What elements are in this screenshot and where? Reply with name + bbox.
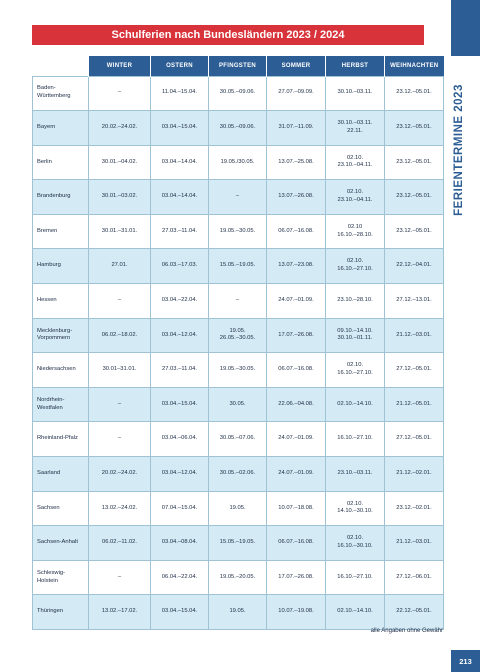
header-sommer: SOMMER xyxy=(267,56,326,76)
herbst-cell: 02.10. 16.10.–27.10. xyxy=(326,249,385,284)
ostern-cell: 03.04.–15.04. xyxy=(151,387,209,422)
state-name-cell: Sachsen xyxy=(33,491,89,526)
winter-cell: 20.02.–24.02. xyxy=(89,457,151,492)
winter-cell: 06.02.–11.02. xyxy=(89,526,151,561)
header-corner xyxy=(33,56,89,76)
pfingsten-cell: – xyxy=(209,180,267,215)
table-row xyxy=(33,353,444,388)
ostern-cell: 03.04.–22.04. xyxy=(151,284,209,319)
state-name-cell: Brandenburg xyxy=(33,180,89,215)
table-row xyxy=(33,180,444,215)
sommer-cell: 06.07.–16.08. xyxy=(267,353,326,388)
sommer-cell: 10.07.–19.08. xyxy=(267,595,326,630)
state-name-cell: Baden- Württemberg xyxy=(33,76,89,111)
ostern-cell: 03.04.–12.04. xyxy=(151,457,209,492)
winter-cell: 27.01. xyxy=(89,249,151,284)
table-row xyxy=(33,284,444,319)
pfingsten-cell: 30.05.–09.06. xyxy=(209,111,267,146)
state-name-cell: Bayern xyxy=(33,111,89,146)
herbst-cell: 16.10.–27.10. xyxy=(326,422,385,457)
herbst-cell: 16.10.–27.10. xyxy=(326,560,385,595)
sommer-cell: 13.07.–25.08. xyxy=(267,145,326,180)
ostern-cell: 27.03.–11.04. xyxy=(151,214,209,249)
sommer-cell: 17.07.–26.08. xyxy=(267,560,326,595)
sommer-cell: 06.07.–16.08. xyxy=(267,214,326,249)
ostern-cell: 03.04.–12.04. xyxy=(151,318,209,353)
holiday-table xyxy=(32,56,444,630)
ostern-cell: 11.04.–15.04. xyxy=(151,76,209,111)
herbst-cell: 02.10. 23.10.–04.11. xyxy=(326,145,385,180)
state-name-cell: Bremen xyxy=(33,214,89,249)
ostern-cell: 06.03.–17.03. xyxy=(151,249,209,284)
winter-cell: 30.01.–03.02. xyxy=(89,180,151,215)
table-row xyxy=(33,214,444,249)
winter-cell: 13.02.–24.02. xyxy=(89,491,151,526)
winter-cell: – xyxy=(89,387,151,422)
state-name-cell: Berlin xyxy=(33,145,89,180)
sommer-cell: 13.07.–26.08. xyxy=(267,180,326,215)
sommer-cell: 24.07.–01.09. xyxy=(267,457,326,492)
sommer-cell: 22.06.–04.08. xyxy=(267,387,326,422)
winter-cell: 30.01.–04.02. xyxy=(89,145,151,180)
ostern-cell: 27.03.–11.04. xyxy=(151,353,209,388)
pfingsten-cell: 15.05.–19.05. xyxy=(209,526,267,561)
table-row xyxy=(33,249,444,284)
table-row xyxy=(33,76,444,111)
state-name-cell: Niedersachsen xyxy=(33,353,89,388)
herbst-cell: 30.10.–03.11. 22.11. xyxy=(326,111,385,146)
table-row xyxy=(33,595,444,630)
weihnachten-cell: 27.12.–05.01. xyxy=(385,353,444,388)
herbst-cell: 02.10. 16.10.–27.10. xyxy=(326,353,385,388)
weihnachten-cell: 23.12.–05.01. xyxy=(385,76,444,111)
weihnachten-cell: 23.12.–05.01. xyxy=(385,214,444,249)
table-row xyxy=(33,387,444,422)
herbst-cell: 02.10.–14.10. xyxy=(326,387,385,422)
state-name-cell: Saarland xyxy=(33,457,89,492)
weihnachten-cell: 22.12.–04.01. xyxy=(385,249,444,284)
state-name-cell: Thüringen xyxy=(33,595,89,630)
weihnachten-cell: 23.12.–05.01. xyxy=(385,145,444,180)
herbst-cell: 09.10.–14.10. 30.10.–01.11. xyxy=(326,318,385,353)
header-weihnachten: WEIHNACHTEN xyxy=(385,56,444,76)
page-number: 213 xyxy=(451,650,480,672)
weihnachten-cell: 23.12.–02.01. xyxy=(385,491,444,526)
table-row xyxy=(33,111,444,146)
header-pfingsten: PFINGSTEN xyxy=(209,56,267,76)
header-row xyxy=(33,56,444,76)
herbst-cell: 02.10. 23.10.–04.11. xyxy=(326,180,385,215)
side-label-text: FERIENTERMINE 2023 xyxy=(453,84,466,216)
sommer-cell: 24.07.–01.09. xyxy=(267,284,326,319)
winter-cell: 30.01.–31.01. xyxy=(89,214,151,249)
ostern-cell: 03.04.–06.04. xyxy=(151,422,209,457)
winter-cell: – xyxy=(89,422,151,457)
state-name-cell: Schleswig- Holstein xyxy=(33,560,89,595)
winter-cell: 30.01–31.01. xyxy=(89,353,151,388)
weihnachten-cell: 21.12.–03.01. xyxy=(385,318,444,353)
table-row xyxy=(33,526,444,561)
pfingsten-cell: 19.05.–20.05. xyxy=(209,560,267,595)
table-row xyxy=(33,560,444,595)
pfingsten-cell: 19.05.–30.05. xyxy=(209,353,267,388)
weihnachten-cell: 27.12.–13.01. xyxy=(385,284,444,319)
table-row xyxy=(33,422,444,457)
header-herbst: HERBST xyxy=(326,56,385,76)
weihnachten-cell: 22.12.–05.01. xyxy=(385,595,444,630)
sommer-cell: 13.07.–23.08. xyxy=(267,249,326,284)
side-tab xyxy=(451,0,480,56)
ostern-cell: 03.04.–14.04. xyxy=(151,145,209,180)
pfingsten-cell: 19.05. xyxy=(209,595,267,630)
ostern-cell: 07.04.–15.04. xyxy=(151,491,209,526)
pfingsten-cell: 15.05.–19.05. xyxy=(209,249,267,284)
winter-cell: – xyxy=(89,560,151,595)
herbst-cell: 02.10. 16.10.–30.10. xyxy=(326,526,385,561)
table-row xyxy=(33,318,444,353)
sommer-cell: 10.07.–18.08. xyxy=(267,491,326,526)
sommer-cell: 31.07.–11.09. xyxy=(267,111,326,146)
state-name-cell: Hessen xyxy=(33,284,89,319)
sommer-cell: 27.07.–09.09. xyxy=(267,76,326,111)
pfingsten-cell: 30.05.–07.06. xyxy=(209,422,267,457)
header-winter: WINTER xyxy=(89,56,151,76)
weihnachten-cell: 23.12.–05.01. xyxy=(385,180,444,215)
herbst-cell: 30.10.–03.11. xyxy=(326,76,385,111)
weihnachten-cell: 27.12.–05.01. xyxy=(385,422,444,457)
table-body xyxy=(33,76,444,630)
pfingsten-cell: 19.05. 26.05.–30.05. xyxy=(209,318,267,353)
pfingsten-cell: 30.05.–02.06. xyxy=(209,457,267,492)
herbst-cell: 02.10.–14.10. xyxy=(326,595,385,630)
ostern-cell: 03.04.–08.04. xyxy=(151,526,209,561)
ostern-cell: 03.04.–14.04. xyxy=(151,180,209,215)
sommer-cell: 06.07.–16.08. xyxy=(267,526,326,561)
herbst-cell: 02.10 16.10.–28.10. xyxy=(326,214,385,249)
weihnachten-cell: 27.12.–06.01. xyxy=(385,560,444,595)
sommer-cell: 24.07.–01.09. xyxy=(267,422,326,457)
state-name-cell: Nordrhein- Westfalen xyxy=(33,387,89,422)
table-row xyxy=(33,457,444,492)
sommer-cell: 17.07.–26.08. xyxy=(267,318,326,353)
weihnachten-cell: 23.12.–05.01. xyxy=(385,111,444,146)
weihnachten-cell: 21.12.–02.01. xyxy=(385,457,444,492)
table-row xyxy=(33,491,444,526)
state-name-cell: Rheinland-Pfalz xyxy=(33,422,89,457)
ostern-cell: 03.04.–15.04. xyxy=(151,595,209,630)
pfingsten-cell: 19.05.–30.05. xyxy=(209,214,267,249)
winter-cell: 13.02.–17.02. xyxy=(89,595,151,630)
state-name-cell: Sachsen-Anhalt xyxy=(33,526,89,561)
pfingsten-cell: 19.05. xyxy=(209,491,267,526)
pfingsten-cell: 19.05./30.05. xyxy=(209,145,267,180)
winter-cell: 20.02.–24.02. xyxy=(89,111,151,146)
pfingsten-cell: 30.05. xyxy=(209,387,267,422)
table-title: Schulferien nach Bundesländern 2023 / 2024 xyxy=(32,25,424,45)
herbst-cell: 23.10.–03.11. xyxy=(326,457,385,492)
winter-cell: – xyxy=(89,76,151,111)
footnote: alle Angaben ohne Gewähr xyxy=(370,628,443,634)
state-name-cell: Mecklenburg- Vorpommern xyxy=(33,318,89,353)
state-name-cell: Hamburg xyxy=(33,249,89,284)
ostern-cell: 06.04.–22.04. xyxy=(151,560,209,595)
pfingsten-cell: – xyxy=(209,284,267,319)
header-ostern: OSTERN xyxy=(151,56,209,76)
herbst-cell: 02.10. 14.10.–30.10. xyxy=(326,491,385,526)
ostern-cell: 03.04.–15.04. xyxy=(151,111,209,146)
winter-cell: – xyxy=(89,284,151,319)
pfingsten-cell: 30.05.–09.06. xyxy=(209,76,267,111)
weihnachten-cell: 21.12.–05.01. xyxy=(385,387,444,422)
weihnachten-cell: 21.12.–03.01. xyxy=(385,526,444,561)
winter-cell: 06.02.–18.02. xyxy=(89,318,151,353)
side-label xyxy=(443,60,475,240)
table-row xyxy=(33,145,444,180)
herbst-cell: 23.10.–28.10. xyxy=(326,284,385,319)
